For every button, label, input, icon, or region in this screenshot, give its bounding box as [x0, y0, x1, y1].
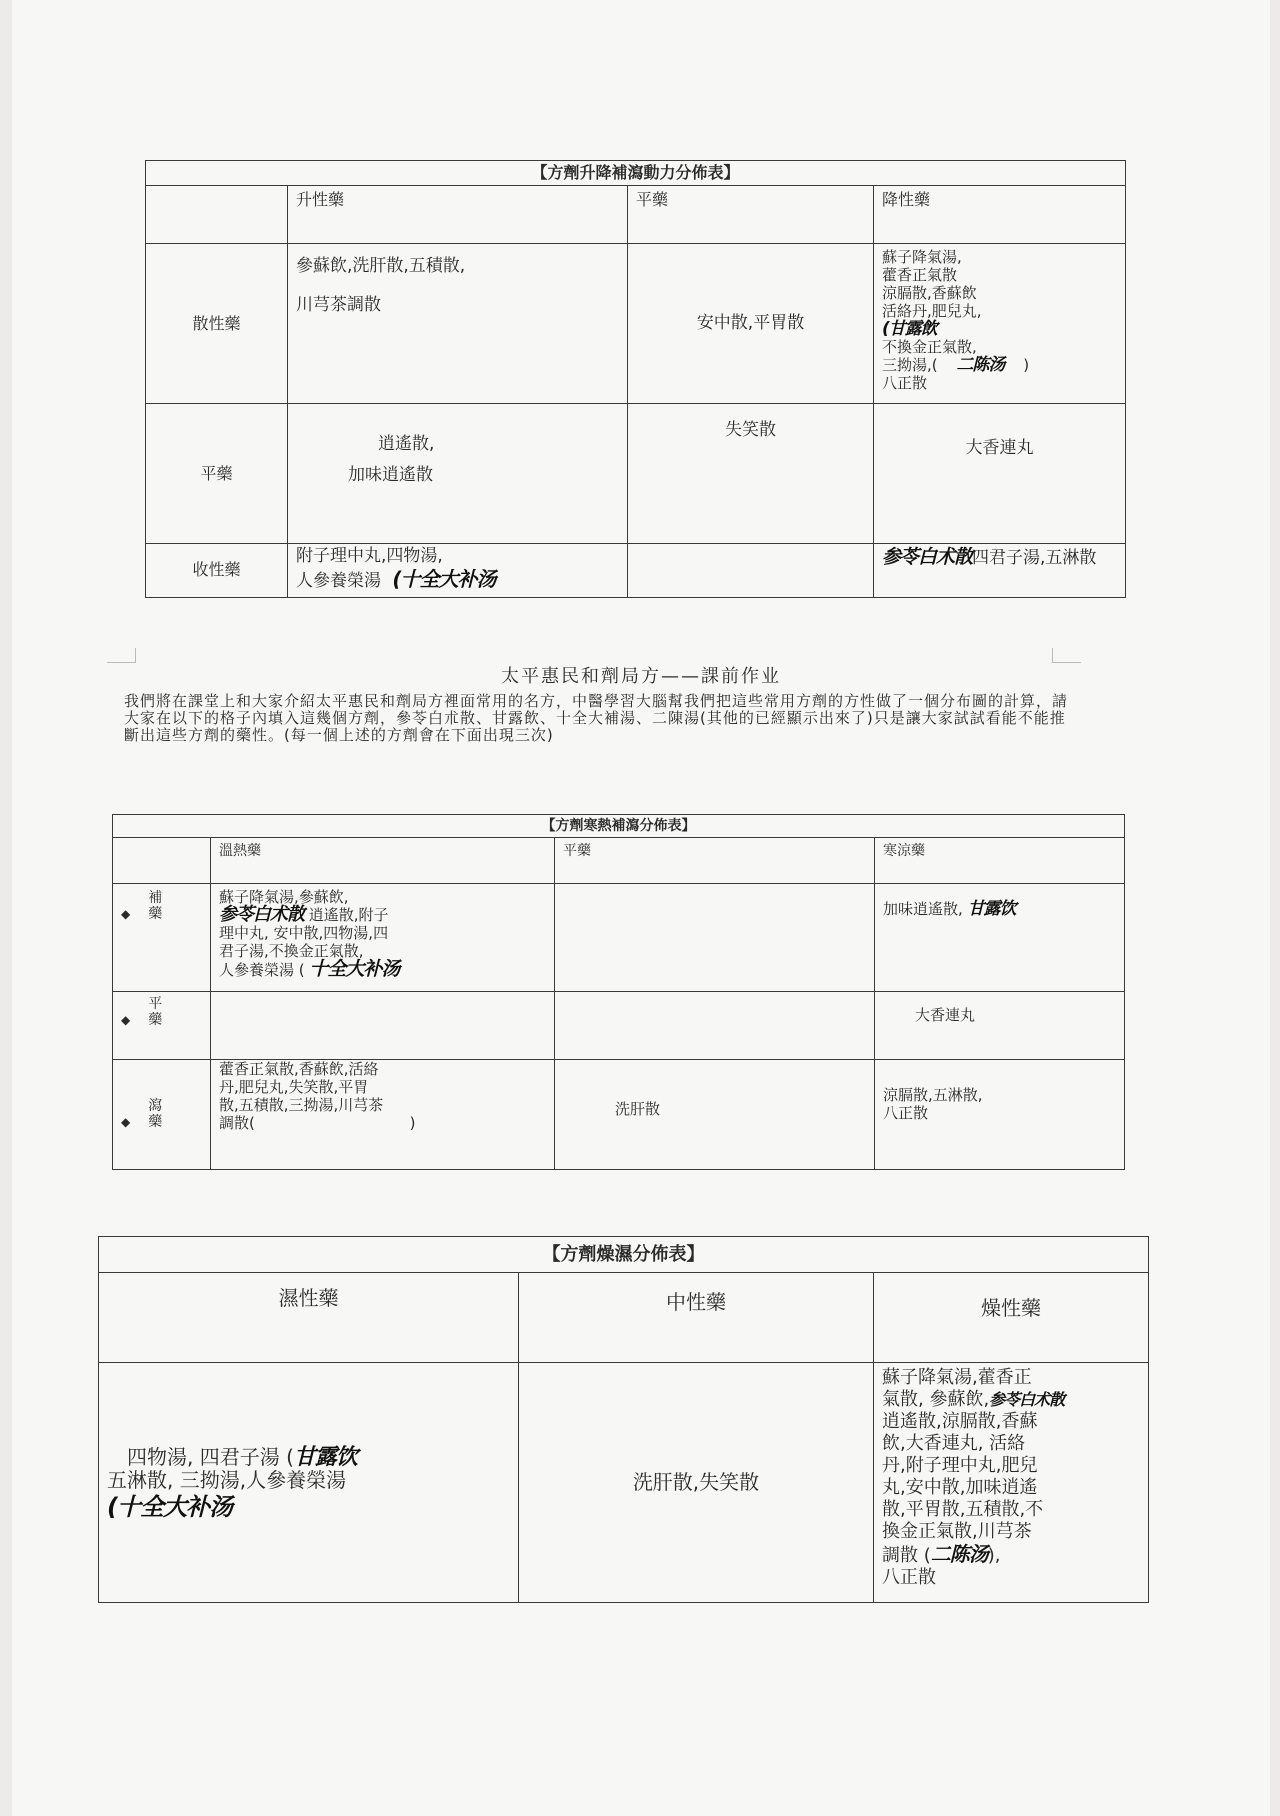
cell-line	[107, 1446, 510, 1469]
cell-text: 氣散, 參蘇飲,	[882, 1389, 990, 1410]
col-header-warm: 溫熱藥	[211, 838, 555, 884]
col-header-lift: 升性藥	[288, 186, 628, 244]
diamond-bullet-icon: ◆	[121, 1115, 131, 1129]
cell-line: 參蘇飲,洗肝散,五積散,	[296, 256, 466, 276]
handwritten-note: (十全大补汤	[392, 567, 496, 592]
cell-line: 藿香正氣散	[882, 266, 958, 284]
header-row	[113, 838, 1125, 884]
table-cell	[875, 1060, 1125, 1170]
table-cell: 洗肝散,失笑散	[519, 1363, 874, 1603]
table-cell	[288, 244, 628, 404]
cell-line	[219, 1114, 546, 1132]
row-label-cell	[113, 992, 211, 1060]
table-row	[113, 1060, 1125, 1170]
cell-line: 加味逍遙散	[348, 465, 433, 486]
table-title-row	[113, 815, 1125, 838]
cell-line: 理中丸, 安中散,四物湯,四	[219, 924, 389, 942]
cell-text: )	[1023, 356, 1030, 374]
table-cell	[211, 884, 555, 992]
corner-cell	[113, 838, 211, 884]
crop-mark	[107, 648, 136, 663]
table-row	[99, 1363, 1149, 1603]
table-cell	[555, 992, 875, 1060]
cell-line: 逍遙散,涼膈散,香蘇	[882, 1411, 1038, 1432]
table-cell: 大香連丸	[874, 404, 1126, 544]
table-cell: 安中散,平胃散	[628, 244, 874, 404]
handwritten-note: 参苓白术散	[882, 546, 973, 568]
assignment-instructions: 我們將在課堂上和大家介紹太平惠民和劑局方裡面常用的名方，中醫學習大腦幫我們把這些常用方劑的方性做了一個分布圖的計算，請大家在以下的格子內填入這幾個方劑，參苓白朮散、甘露飲、十全大補湯、二陳湯(其他的已經顯示出來了)只是讓大家試試看能不能推斷出這些方劑的藥性。(每一個上述的方劑會在下面出現三次)	[124, 692, 1069, 744]
cell-text: 調散(	[219, 1114, 255, 1132]
cell-line: 逍遙散,	[378, 434, 435, 454]
cell-text: 人參養榮湯	[296, 571, 381, 592]
cell-line: 涼膈散,五淋散,	[883, 1086, 983, 1104]
table-cell	[874, 244, 1126, 404]
table-cell	[874, 544, 1126, 598]
row-label: 補藥	[148, 890, 163, 922]
col-header-descend: 降性藥	[874, 186, 1126, 244]
cell-line: 飲,大香連丸, 活絡	[882, 1433, 1026, 1454]
cell-line	[219, 906, 546, 924]
cell-line: 蘇子降氣湯,參蘇飲,	[219, 888, 349, 906]
cell-text: 調散 (	[882, 1545, 931, 1566]
table-cell: 失笑散	[628, 404, 874, 544]
table-row	[146, 404, 1126, 544]
cell-text: )	[409, 1114, 416, 1132]
cell-text: 四君子湯,五淋散	[972, 548, 1097, 568]
handwritten-note: 二陈汤	[956, 355, 1005, 375]
col-header-damp: 濕性藥	[99, 1273, 519, 1363]
cell-line: 涼膈散,香蘇飲	[882, 284, 977, 302]
table-row	[113, 992, 1125, 1060]
cell-line: 附子理中丸,四物湯,	[296, 546, 443, 566]
cell-line: 蘇子降氣湯,	[882, 248, 962, 266]
row-label-cell	[113, 1060, 211, 1170]
handwritten-note: (甘露飲	[882, 319, 937, 339]
col-header-cold: 寒涼藥	[875, 838, 1125, 884]
corner-cell	[146, 186, 288, 244]
header-row	[99, 1273, 1149, 1363]
table-cell	[288, 404, 628, 544]
table-row	[146, 544, 1126, 598]
handwritten-note: 二陈汤	[930, 1542, 988, 1566]
handwritten-note: 参苓白术散	[989, 1390, 1065, 1409]
cell-line: 散,平胃散,五積散,不	[882, 1499, 1044, 1520]
handwritten-note: 十全大补汤	[309, 958, 400, 980]
cold-heat-table	[112, 814, 1125, 1170]
table-title: 【方劑寒熱補瀉分佈表】	[113, 815, 1125, 838]
diamond-bullet-icon: ◆	[121, 1013, 131, 1027]
table-title: 【方劑燥濕分佈表】	[99, 1237, 1149, 1273]
cell-line: 散,五積散,三拗湯,川芎茶	[219, 1096, 384, 1114]
cell-line: 換金正氣散,川芎茶	[882, 1521, 1032, 1542]
row-label: 瀉藥	[148, 1098, 163, 1130]
cell-line: 川芎茶調散	[296, 295, 381, 316]
cell-text: 四物湯, 四君子湯 (	[127, 1445, 294, 1469]
handwritten-note: 参苓白术散	[219, 904, 304, 925]
cell-line	[882, 1389, 1140, 1411]
cell-line	[296, 567, 619, 592]
table-row	[113, 884, 1125, 992]
diamond-bullet-icon: ◆	[121, 907, 131, 921]
table-cell	[628, 544, 874, 598]
table-cell: 大香連丸	[875, 992, 1125, 1060]
cell-line: 八正散	[882, 1567, 936, 1588]
row-label: 散性藥	[146, 244, 288, 404]
row-label-cell	[113, 884, 211, 992]
table-cell	[211, 1060, 555, 1170]
cell-line: 活絡丹,肥兒丸,	[882, 302, 982, 320]
cell-line: 丹,附子理中丸,肥兒	[882, 1455, 1038, 1476]
cell-text: 逍遙散,附子	[308, 906, 389, 924]
header-row	[146, 186, 1126, 244]
cell-text: ),	[987, 1545, 1001, 1566]
cell-line: 君子湯,不換金正氣散,	[219, 942, 364, 960]
table-title: 【方劑升降補瀉動力分佈表】	[146, 161, 1126, 186]
row-label: 平藥	[146, 404, 288, 544]
cell-text: 加味逍遙散,	[883, 900, 963, 918]
cell-line: 八正散	[883, 1104, 929, 1122]
table-cell	[874, 1363, 1149, 1603]
cell-line	[882, 356, 1117, 374]
handwritten-note: 甘露饮	[967, 899, 1016, 919]
row-label: 平藥	[148, 996, 163, 1028]
cell-line: 藿香正氣散,香蘇飲,活絡	[219, 1060, 379, 1078]
table-title-row	[146, 161, 1126, 186]
table-cell	[211, 992, 555, 1060]
cell-line: 五淋散, 三拗湯,人參養榮湯	[107, 1468, 347, 1492]
handwritten-note: (十全大补汤	[107, 1493, 232, 1521]
table-cell	[875, 884, 1125, 992]
col-header-neutral: 中性藥	[519, 1273, 874, 1363]
cell-line: 蘇子降氣湯,藿香正	[882, 1367, 1032, 1388]
col-header-neutral: 平藥	[555, 838, 875, 884]
table-cell	[288, 544, 628, 598]
table-cell	[555, 884, 875, 992]
handwritten-note: 甘露饮	[293, 1445, 357, 1470]
row-label: 收性藥	[146, 544, 288, 598]
cell-line	[882, 1543, 1140, 1567]
cell-line: 丸,安中散,加味逍遙	[882, 1477, 1038, 1498]
table-title-row	[99, 1237, 1149, 1273]
cell-line: 丹,肥兒丸,失笑散,平胃	[219, 1078, 369, 1096]
crop-mark	[1052, 648, 1081, 663]
col-header-neutral: 平藥	[628, 186, 874, 244]
cell-text: 人參養榮湯 (	[219, 961, 305, 979]
table-row	[146, 244, 1126, 404]
paper-sheet	[12, 0, 1270, 1816]
col-header-dry: 燥性藥	[874, 1273, 1149, 1363]
cell-line: 八正散	[882, 374, 928, 392]
assignment-title: 太平惠民和劑局方——課前作业	[501, 666, 781, 687]
table-cell: 洗肝散	[555, 1060, 875, 1170]
cell-line: 不換金正氣散,	[882, 338, 977, 356]
dry-damp-table	[98, 1236, 1149, 1603]
cell-line	[219, 960, 546, 979]
cell-text: 三拗湯,(	[882, 356, 938, 374]
table-cell	[99, 1363, 519, 1603]
lift-descend-table	[145, 160, 1126, 598]
